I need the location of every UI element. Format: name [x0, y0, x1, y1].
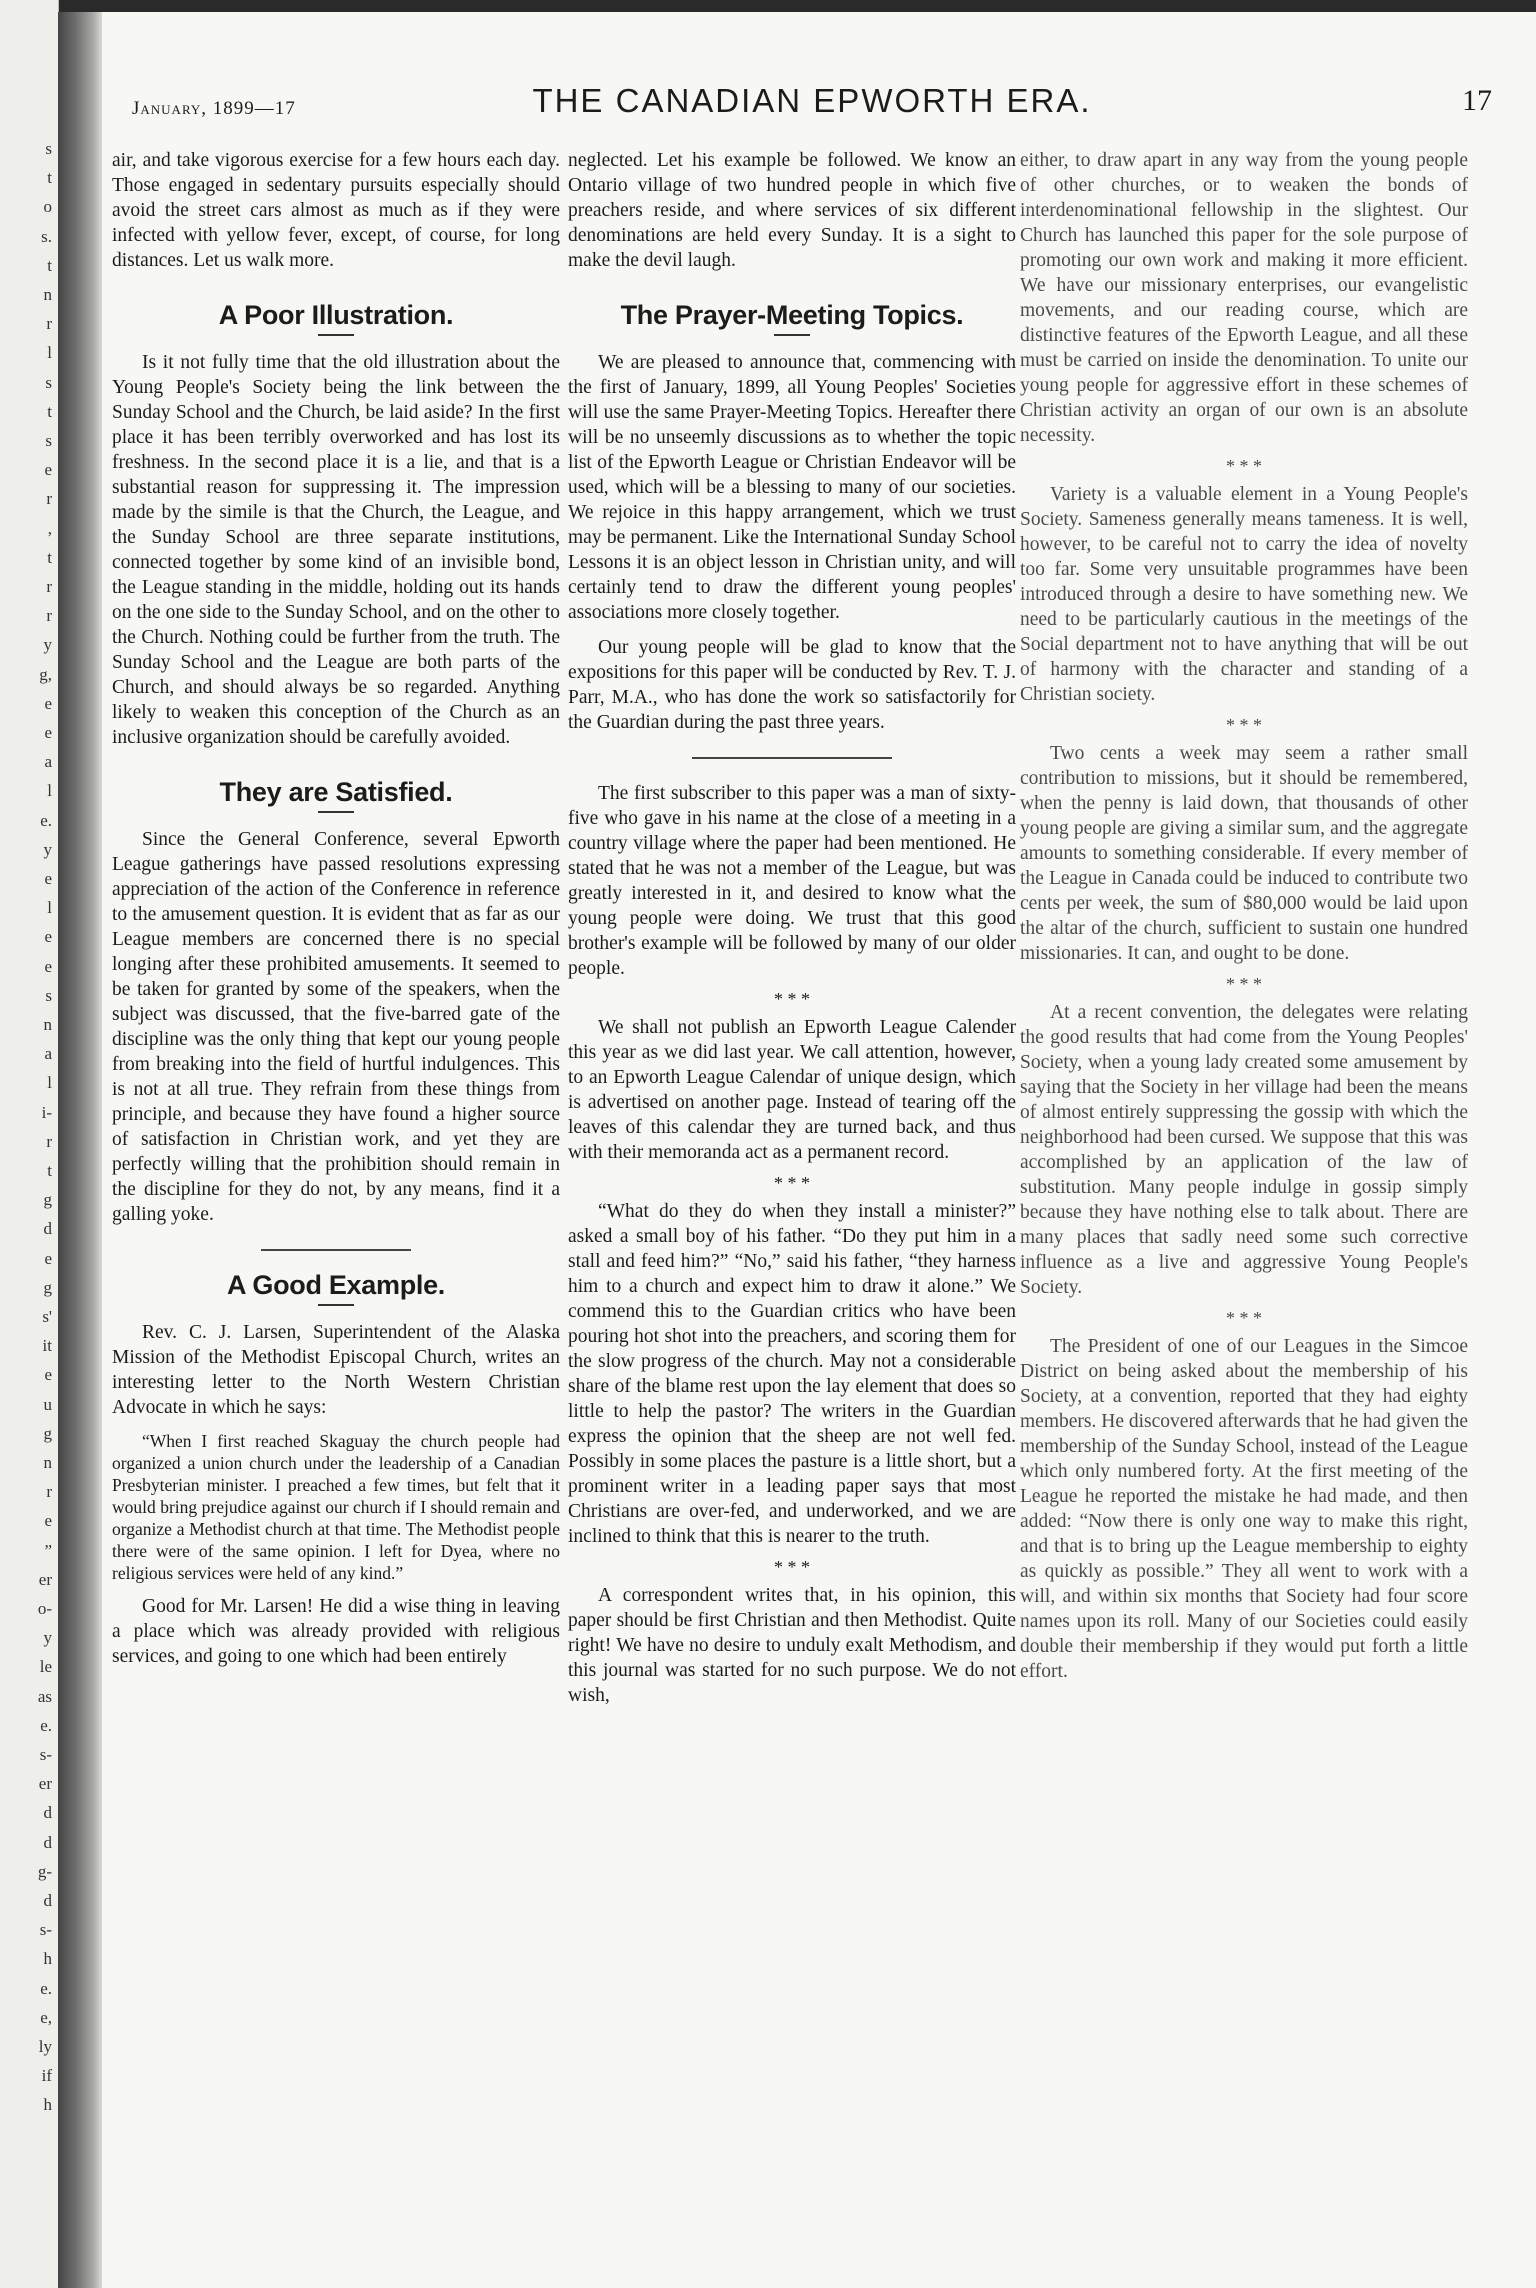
margin-fragment: e: [44, 693, 52, 713]
margin-fragment: y: [43, 839, 52, 859]
margin-fragment: d: [43, 1891, 52, 1910]
margin-fragment: s: [45, 431, 52, 450]
margin-fragment: d: [43, 1832, 52, 1852]
margin-fragment: t: [47, 168, 52, 188]
margin-fragment: ”: [44, 1540, 52, 1560]
margin-fragment: g: [43, 1277, 52, 1297]
walk-more-paragraph: air, and take vigorous exercise for a few hours each day. Those engaged in sedentary pursuits especially should avoid the street cars almost as much as if they were infected with yellow fever, except, of course, for long distances. Let us walk more.: [112, 150, 560, 271]
margin-fragment: l: [47, 898, 52, 918]
president-paragraph: The President of one of our Leagues in the Simcoe District on being asked about the membership of his Society, at a convention, reported that they had eighty members. He discovered afterwards that he had given the membership of the Sunday School, instead of the League which only numbered forty. At the first meeting of the League he reported the mistake he had made, and then added: “Now there is only one way to make this right, and that is to bring up the League membership to eighty as quickly as possible.” They all went to work with a will, and within six months that Society had four score names upon its roll. Many of our Societies could easily double their membership if they would put forth a little effort.: [1020, 1336, 1468, 1682]
margin-fragment: as: [37, 1686, 52, 1706]
margin-fragment: r: [46, 1131, 52, 1151]
heading-they-are-satisfied: They are Satisfied.: [219, 777, 453, 807]
page-number: 17: [1462, 84, 1492, 117]
margin-fragment: e.: [40, 810, 52, 830]
margin-fragment: e: [44, 723, 52, 742]
margin-fragment: s': [42, 1307, 52, 1326]
prayer-meeting-p2: Our young people will be glad to know that the expositions for this paper will be conducted by Rev. T. J. Parr, M.A., who has done the work so satisfactorily for the Guardian during the past three years.: [568, 637, 1016, 733]
calendar-paragraph: We shall not publish an Epworth League Calender this year as we did last year. We call attention, however, to an Epworth League Calendar of unique design, which is advertised on another page. Instead of tearing off the leaves of this calendar they are turned back, and thus with their memoranda act as a permanent record.: [568, 1017, 1016, 1163]
margin-fragment: e,: [40, 2007, 52, 2027]
margin-fragment: l: [47, 781, 52, 801]
margin-fragment: er: [38, 1774, 52, 1794]
column-1: [112, 148, 560, 1679]
margin-fragment: y: [43, 1628, 52, 1648]
margin-fragment: g: [43, 1423, 52, 1443]
margin-fragment: u: [43, 1394, 52, 1414]
margin-fragment: e: [44, 1248, 52, 1268]
margin-fragment: e.: [40, 1978, 52, 1998]
margin-fragment: n: [43, 1015, 52, 1034]
poor-illustration-body: Is it not fully time that the old illustration about the Young People's Society being the link between the Sunday School and the Church, be laid aside? In the first place it has been terribly overworked and has lost its freshness. In the second place it is a lie, and that is a substantial reason for suppressing it. The impression made by the simile is that the Church, the League, and the Sunday School are three separate institutions, connected together by some kind of an invisible bond, the League standing in the middle, holding out its hands on the one side to the Sunday School, and on the other to the Church. Nothing could be further from the truth. The Sunday School and the League are both parts of the Church, and should always be so regarded. Anything likely to weaken this conception of the Church as an inclusive organization should be carefully avoided.: [112, 352, 560, 748]
two-cents-paragraph: Two cents a week may seem a rather small contribution to missions, but it should be remembered, when the penny is laid down, that thousands of other young people are giving a similar sum, and the aggregate amounts to something considerable. If every member of the League in Canada could be induced to contribute two cents per week, the sum of $80,000 would be laid upon the altar of the church, sufficient to sustain one hundred missionaries. It can, and ought to be done.: [1020, 743, 1468, 964]
margin-fragment: h: [43, 1949, 52, 1969]
asterism: * * *: [1226, 715, 1262, 735]
margin-fragment: s: [45, 372, 52, 392]
margin-fragment: g,: [39, 664, 52, 684]
binding-spine-shadow: [58, 12, 102, 2288]
margin-fragment: a: [44, 1044, 52, 1064]
margin-fragment: t: [47, 547, 52, 567]
asterism: * * *: [1226, 1308, 1262, 1328]
margin-fragment: e: [44, 1511, 52, 1531]
heading-rule: [774, 334, 810, 336]
margin-fragment: a: [44, 752, 52, 772]
neglected-paragraph: neglected. Let his example be followed. We know an Ontario village of two hundred people in which five preachers reside, and where services of six different denominations are held every Sunday. It is a sight to make the devil laugh.: [568, 150, 1016, 271]
margin-fragment: e: [44, 956, 52, 976]
margin-fragment: e: [44, 927, 52, 947]
page-header: [132, 78, 1492, 138]
margin-fragment: r: [46, 606, 52, 626]
margin-fragment: if: [41, 2066, 52, 2086]
either-paragraph: either, to draw apart in any way from the young people of other churches, or to weaken the bonds of interdenominational fellowship in the slightest. Our Church has launched this paper for the sole purpose of promoting our own work and making it more efficient. We have our missionary enterprises, our evangelistic movements, and our reading course, which are distinctive features of the Epworth League, and all these must be carried on inside the denomination. To unite our young people for aggressive effort in these schemes of Christian activity an organ of our own is an absolute necessity.: [1020, 150, 1468, 446]
asterism: * * *: [1226, 974, 1262, 994]
section-divider: [692, 757, 892, 759]
asterism: * * *: [774, 1173, 810, 1193]
margin-fragment: er: [38, 1569, 52, 1589]
margin-fragment: ly: [38, 2037, 52, 2056]
margin-fragment: l: [47, 343, 52, 363]
margin-fragment: n: [43, 1453, 52, 1472]
margin-fragment: e: [44, 869, 52, 888]
margin-fragment: o: [43, 197, 52, 217]
margin-fragment: o-: [37, 1599, 52, 1618]
margin-fragment: ,: [47, 518, 52, 538]
heading-prayer-meeting-topics: The Prayer-Meeting Topics.: [620, 300, 964, 330]
good-example-comment: Good for Mr. Larsen! He did a wise thing in leaving a place which was already provided with religious services, and going to one which had been entirely: [112, 1596, 560, 1667]
column-3: [1020, 148, 1468, 1694]
margin-fragment: g-: [37, 1861, 52, 1881]
heading-rule: [318, 334, 354, 336]
previous-page-text-fragments: [38, 0, 52, 2288]
asterism: * * *: [774, 989, 810, 1009]
header-date: January, 1899—17: [132, 98, 296, 119]
margin-fragment: s: [45, 139, 52, 158]
first-subscriber-paragraph: The first subscriber to this paper was a man of sixty-five who gave in his name at the close of a meeting in a country village where the paper had been mentioned. He stated that he was not a member of the League, but was greatly interested in it, and desired to know what the young people were doing. We trust that this good brother's example will be followed by many of our older people.: [568, 783, 1016, 979]
margin-fragment: t: [47, 255, 52, 275]
margin-fragment: d: [43, 1803, 52, 1823]
good-example-intro: Rev. C. J. Larsen, Superintendent of the Alaska Mission of the Methodist Episcopal Church, writes an interesting letter to the North Western Christian Advocate in which he says:: [112, 1322, 560, 1418]
margin-fragment: n: [43, 285, 52, 304]
margin-fragment: t: [47, 1161, 52, 1180]
margin-fragment: i-: [41, 1102, 52, 1122]
newspaper-page: [58, 12, 1536, 2288]
margin-fragment: e.: [40, 1715, 52, 1735]
margin-fragment: t: [47, 401, 52, 421]
margin-fragment: r: [46, 577, 52, 596]
heading-rule: [318, 811, 354, 813]
margin-fragment: g: [43, 1190, 52, 1210]
convention-paragraph: At a recent convention, the delegates were relating the good results that had come from the Young Peoples' Society, when a young lady created some amusement by saying that the Society in her village had been the means of almost entirely suppressing the gossip with which the neighborhood had been cursed. We suppose that this was accomplished by an application of the law of substitution. Many people indulge in gossip simply because they have nothing else to talk about. There are many places that sadly need some such corrective influence as a live and aggressive Young People's Society.: [1020, 1002, 1468, 1298]
variety-paragraph: Variety is a valuable element in a Young People's Society. Sameness generally means tameness. It is well, however, to be careful not to carry the idea of novelty too far. Some very unsuitable programmes have been introduced through a desire to have something new. We need to be particularly cautious in the meetings of the Social department not to have anything that will be out of harmony with the character and standing of a Christian society.: [1020, 484, 1468, 705]
minister-paragraph: “What do they do when they install a minister?” asked a small boy of his father. “Do they put him in a stall and feed him?” “No,” said his father, “they harness him to a church and expect him to draw it alone.” We commend this to the Guardian critics who have been pouring hot shot into the preachers, and scoring them for the slow progress of the church. May not a considerable share of the blame rest upon the lay element that does so little to help the pastor? The writers in the Guardian express the opinion that the sheep are not well fed. Possibly in some places the pasture is a little short, but a prominent writer in a leading paper says that most Christians are over-fed, and underworked, and we are inclined to think that this is nearer to the truth.: [568, 1201, 1016, 1547]
margin-fragment: it: [42, 1336, 52, 1356]
margin-fragment: r: [46, 314, 52, 334]
margin-fragment: l: [47, 1073, 52, 1093]
margin-fragment: s-: [39, 1745, 52, 1764]
margin-fragment: h: [43, 2095, 52, 2115]
prayer-meeting-p1: We are pleased to announce that, commencing with the first of January, 1899, all Young Peoples' Societies will use the same Prayer-Meeting Topics. Hereafter there will be no unseemly discussions as to whether the topic list of the Epworth League or Christian Endeavor will be used, which will be a blessing to many of our societies. We rejoice in this happy arrangement, which we trust may be permanent. Like the International Sunday School Lessons it is an object lesson in Christian unity, and will certainly tend to draw the different young peoples' associations more closely together.: [568, 352, 1016, 623]
header-title: THE CANADIAN EPWORTH ERA.: [532, 82, 1092, 119]
margin-fragment: r: [46, 489, 52, 509]
larsen-quote: “When I first reached Skaguay the church people had organized a union church under the leadership of a Canadian Presbyterian minister. I preached a few times, but felt that it would bring prejudice against our church if I should remain and organize a Methodist church at that time. The Methodist people there were of the same opinion. I left for Dyea, where no religious services were held of any kind.”: [112, 1431, 560, 1583]
satisfied-body: Since the General Conference, several Epworth League gatherings have passed resolutions expressing appreciation of the action of the Conference in reference to the amusement question. It is evident that as far as our League members are concerned there is no special longing after these prohibited amusements. It seemed to be taken for granted by some of the speakers, when the subject was discussed, that the five-barred gate of the discipline was the only thing that kept our young people from breaking into the field of hurtful indulgences. This is not at all true. They refrain from these things from principle, and because they have found a higher source of satisfaction in Christian work, and yet they are perfectly willing that the prohibition should remain in the discipline for they do not, by any means, find it a galling yoke.: [112, 829, 560, 1225]
asterism: * * *: [774, 1557, 810, 1577]
margin-fragment: le: [39, 1657, 52, 1677]
margin-fragment: s-: [39, 1920, 52, 1940]
heading-rule: [318, 1304, 354, 1306]
margin-fragment: y: [43, 635, 52, 655]
margin-fragment: r: [46, 1482, 52, 1502]
column-2: [568, 148, 1016, 1718]
margin-fragment: e: [44, 1365, 52, 1385]
margin-fragment: s: [45, 985, 52, 1005]
heading-a-good-example: A Good Example.: [226, 1270, 446, 1300]
asterism: * * *: [1226, 456, 1262, 476]
previous-page-edge: [0, 0, 59, 2288]
margin-fragment: s.: [41, 226, 52, 246]
margin-fragment: d: [43, 1219, 52, 1239]
correspondent-paragraph: A correspondent writes that, in his opinion, this paper should be first Christian and then Methodist. Quite right! We have no desire to unduly exalt Methodism, and this journal was started for no such purpose. We do not wish,: [568, 1585, 1016, 1706]
heading-a-poor-illustration: A Poor Illustration.: [218, 300, 454, 330]
section-divider: [261, 1249, 411, 1251]
margin-fragment: e: [44, 460, 52, 480]
